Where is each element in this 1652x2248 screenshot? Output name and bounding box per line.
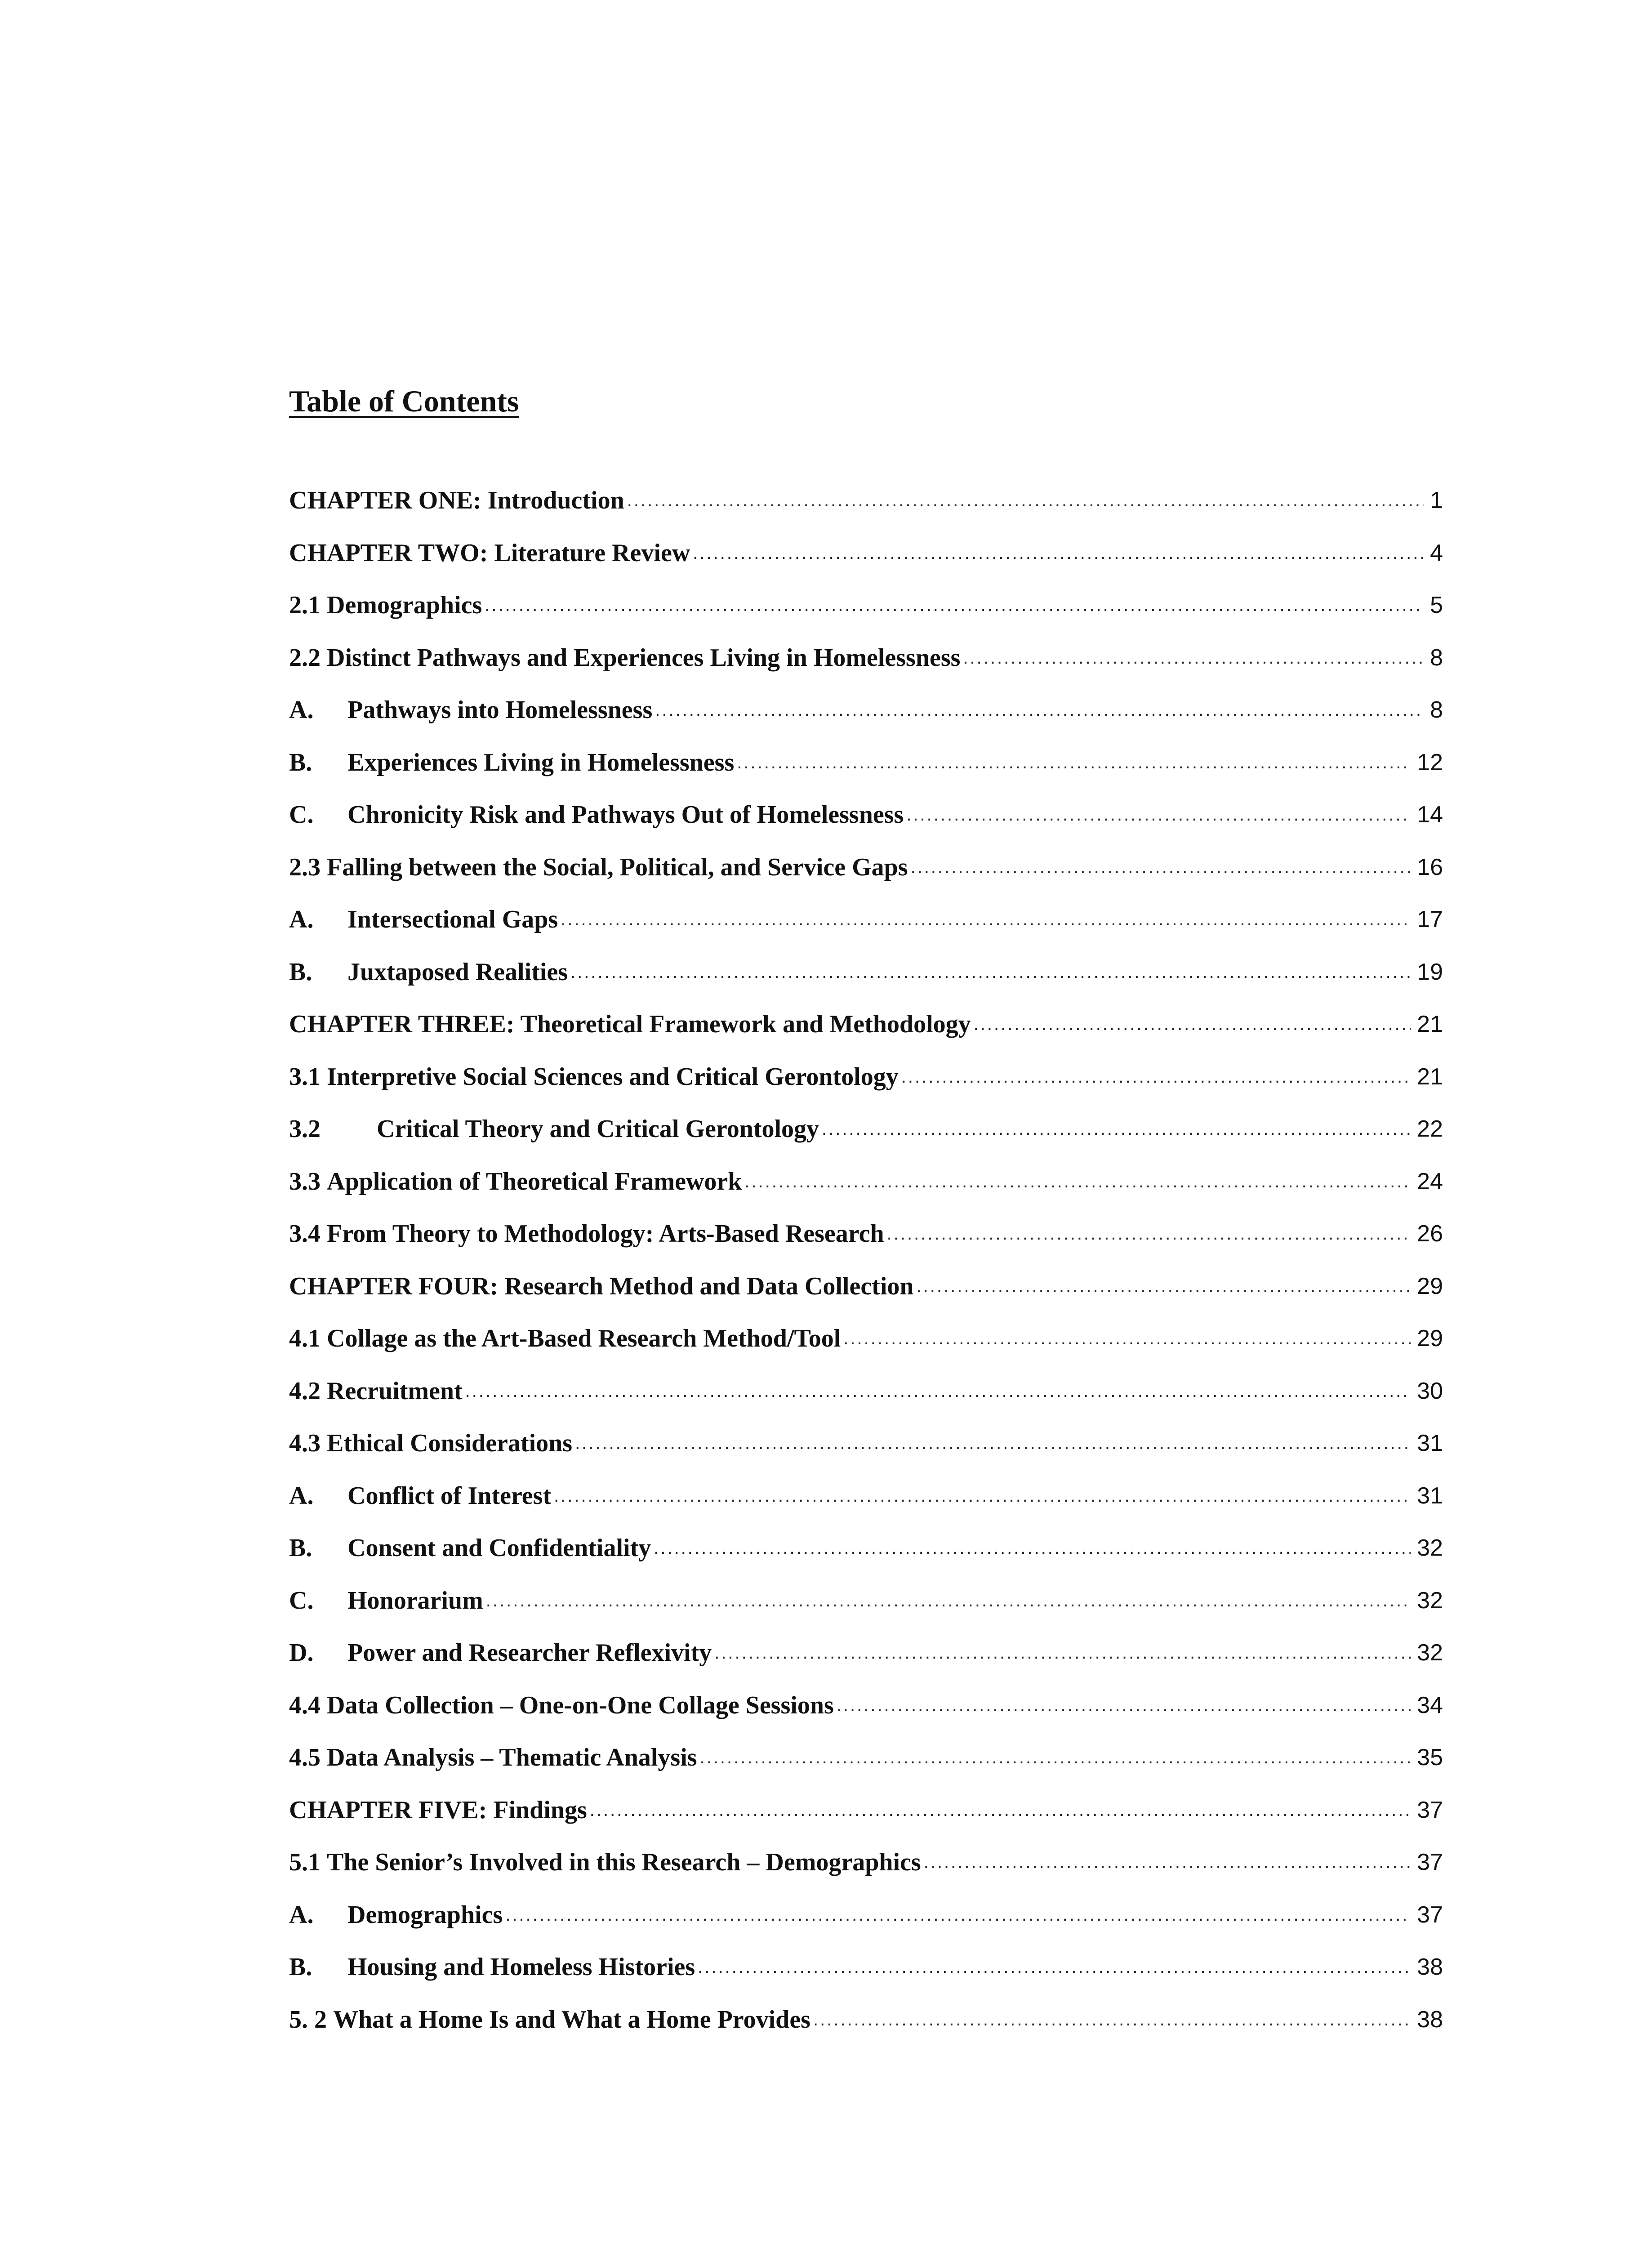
toc-entry-label	[289, 750, 734, 775]
dot-leader	[465, 1378, 1411, 1404]
toc-entry-page-number: 8	[1430, 644, 1443, 671]
toc-entry[interactable]	[289, 1693, 1443, 1745]
toc-entry-page-number: 30	[1417, 1378, 1443, 1404]
toc-entry-title: Juxtaposed Realities	[347, 958, 568, 986]
toc-entry-title: Data Analysis – Thematic Analysis	[327, 1744, 697, 1771]
toc-entry-title: Housing and Homeless Histories	[347, 1953, 695, 1981]
toc-entry-title: Conflict of Interest	[347, 1481, 552, 1510]
toc-entry-label	[289, 1431, 572, 1456]
toc-entry-page-number: 32	[1417, 1640, 1443, 1666]
toc-entry-title: What a Home Is and What a Home Provides	[333, 2005, 810, 2034]
toc-entry[interactable]	[289, 1064, 1443, 1117]
toc-entry-title: Ethical Considerations	[327, 1429, 573, 1457]
toc-entry-label	[289, 1064, 899, 1089]
toc-entry[interactable]	[289, 1012, 1443, 1064]
dot-leader	[561, 907, 1411, 932]
toc-entry-page-number: 4	[1430, 540, 1443, 566]
dot-leader	[924, 1850, 1411, 1875]
toc-entry-number: 2.3	[289, 853, 321, 881]
dot-leader	[837, 1693, 1411, 1718]
toc-entry-title: Chronicity Risk and Pathways Out of Homelessness	[347, 801, 904, 829]
toc-entry-label	[289, 1640, 712, 1665]
toc-entry-number: A.	[289, 696, 314, 724]
dot-leader	[655, 697, 1424, 723]
toc-entry[interactable]	[289, 488, 1443, 540]
toc-entry[interactable]	[289, 750, 1443, 803]
toc-entry[interactable]	[289, 697, 1443, 750]
toc-entry-page-number: 29	[1417, 1325, 1443, 1351]
dot-leader	[887, 1221, 1411, 1246]
toc-entry-page-number: 31	[1417, 1430, 1443, 1456]
toc-entry-title: Recruitment	[327, 1377, 463, 1405]
toc-entry-page-number: 19	[1417, 959, 1443, 985]
toc-entry[interactable]	[289, 1850, 1443, 1902]
toc-entry[interactable]	[289, 1116, 1443, 1169]
toc-entry[interactable]	[289, 540, 1443, 593]
dot-leader	[822, 1116, 1411, 1142]
toc-entry-number: 3.2	[289, 1115, 321, 1143]
toc-entry[interactable]	[289, 959, 1443, 1012]
dot-leader	[906, 802, 1411, 827]
toc-entry-number: A.	[289, 905, 314, 933]
toc-entry-label	[289, 1012, 971, 1037]
toc-entry-page-number: 34	[1417, 1692, 1443, 1718]
toc-entry-title: Experiences Living in Homelessness	[347, 748, 735, 776]
toc-entry[interactable]	[289, 1169, 1443, 1222]
dot-leader	[714, 1640, 1411, 1665]
toc-entry[interactable]	[289, 1378, 1443, 1431]
toc-entry-title: Demographics	[347, 1900, 503, 1929]
toc-entry-title: CHAPTER THREE: Theoretical Framework and Methodology	[289, 1010, 971, 1038]
dot-leader	[570, 959, 1411, 985]
toc-entry[interactable]	[289, 593, 1443, 645]
toc-entry[interactable]	[289, 1326, 1443, 1378]
toc-list	[289, 488, 1443, 2059]
toc-entry[interactable]	[289, 802, 1443, 855]
toc-entry-label	[289, 1483, 551, 1508]
dot-leader	[485, 593, 1424, 618]
toc-entry[interactable]	[289, 1535, 1443, 1588]
toc-entry-title: CHAPTER FIVE: Findings	[289, 1796, 587, 1824]
toc-entry-page-number: 37	[1417, 1901, 1443, 1928]
toc-entry-number: B.	[289, 958, 312, 986]
toc-entry-label	[289, 1798, 587, 1823]
dot-leader	[654, 1535, 1411, 1561]
toc-entry[interactable]	[289, 1954, 1443, 2007]
toc-entry-label	[289, 1326, 841, 1351]
toc-entry-page-number: 32	[1417, 1535, 1443, 1561]
toc-entry-title: Data Collection – One-on-One Collage Sessions	[327, 1691, 834, 1719]
toc-entry[interactable]	[289, 1640, 1443, 1693]
dot-leader	[575, 1431, 1411, 1456]
toc-entry[interactable]	[289, 1221, 1443, 1274]
toc-entry-page-number: 38	[1417, 1954, 1443, 1980]
toc-entry-label	[289, 1535, 651, 1561]
toc-entry-number: 3.4	[289, 1220, 321, 1248]
toc-entry-title: From Theory to Methodology: Arts-Based Research	[327, 1220, 884, 1248]
dot-leader	[486, 1588, 1411, 1613]
toc-entry-title: Application of Theoretical Framework	[327, 1167, 742, 1195]
toc-entry-label	[289, 645, 960, 670]
toc-entry-page-number: 37	[1417, 1797, 1443, 1823]
toc-entry-label	[289, 1378, 463, 1404]
toc-entry-page-number: 37	[1417, 1849, 1443, 1875]
dot-leader	[627, 488, 1424, 513]
toc-entry-page-number: 16	[1417, 854, 1443, 880]
toc-entry-title: Interpretive Social Sciences and Critical Gerontology	[327, 1062, 899, 1091]
toc-entry-title: The Senior’s Involved in this Research – Demographics	[327, 1848, 921, 1876]
toc-entry-page-number: 22	[1417, 1116, 1443, 1142]
dot-leader	[901, 1064, 1411, 1089]
toc-entry-number: C.	[289, 1586, 314, 1615]
toc-entry[interactable]	[289, 1274, 1443, 1326]
toc-entry[interactable]	[289, 1588, 1443, 1641]
toc-entry-page-number: 24	[1417, 1168, 1443, 1195]
toc-entry[interactable]	[289, 855, 1443, 907]
dot-leader	[693, 540, 1424, 566]
toc-entry[interactable]	[289, 1798, 1443, 1850]
toc-entry-page-number: 8	[1430, 697, 1443, 723]
toc-entry-page-number: 21	[1417, 1063, 1443, 1090]
dot-leader	[590, 1798, 1411, 1823]
page-title: Table of Contents	[289, 384, 519, 418]
toc-entry-number: A.	[289, 1900, 314, 1929]
toc-entry-label	[289, 1693, 834, 1718]
toc-entry-number: 4.4	[289, 1691, 321, 1719]
toc-entry-number: D.	[289, 1639, 314, 1667]
toc-entry-page-number: 29	[1417, 1273, 1443, 1299]
dot-leader	[698, 1954, 1411, 1980]
toc-entry-number: 5. 2	[289, 2005, 327, 2034]
toc-entry-page-number: 26	[1417, 1221, 1443, 1247]
toc-entry-label	[289, 488, 624, 513]
toc-entry-page-number: 12	[1417, 749, 1443, 776]
toc-entry-label	[289, 1850, 921, 1875]
toc-entry-label	[289, 855, 908, 880]
toc-entry[interactable]	[289, 907, 1443, 959]
toc-entry-label	[289, 2007, 810, 2032]
toc-entry-number: 2.1	[289, 591, 321, 619]
toc-entry-label	[289, 593, 482, 618]
toc-entry-number: A.	[289, 1481, 314, 1510]
toc-entry-page-number: 1	[1430, 487, 1443, 513]
toc-entry-number: B.	[289, 748, 312, 776]
toc-entry[interactable]	[289, 1431, 1443, 1483]
toc-entry-title: Honorarium	[347, 1586, 483, 1615]
toc-entry-title: Demographics	[327, 591, 482, 619]
toc-entry[interactable]	[289, 1745, 1443, 1798]
toc-entry-title: CHAPTER ONE: Introduction	[289, 486, 624, 514]
toc-entry-page-number: 5	[1430, 592, 1443, 618]
toc-entry-page-number: 35	[1417, 1744, 1443, 1771]
toc-entry-title: Critical Theory and Critical Gerontology	[377, 1115, 819, 1143]
toc-entry-title: Consent and Confidentiality	[347, 1534, 651, 1562]
dot-leader	[744, 1169, 1411, 1194]
toc-entry-number: 4.2	[289, 1377, 321, 1405]
toc-entry[interactable]	[289, 1483, 1443, 1536]
dot-leader	[737, 750, 1411, 775]
toc-entry-label	[289, 907, 558, 932]
toc-entry-label	[289, 1954, 695, 1980]
dot-leader	[813, 2007, 1411, 2032]
toc-entry-page-number: 21	[1417, 1011, 1443, 1037]
dot-leader	[911, 855, 1411, 880]
toc-entry-number: 5.1	[289, 1848, 321, 1876]
toc-entry-label	[289, 1902, 503, 1927]
toc-entry-label	[289, 1116, 819, 1142]
toc-entry-page-number: 17	[1417, 906, 1443, 932]
toc-entry-title: Distinct Pathways and Experiences Living in Homelessness	[327, 643, 961, 672]
toc-entry-label	[289, 697, 652, 723]
toc-entry-number: 3.3	[289, 1167, 321, 1195]
toc-entry-number: 4.5	[289, 1744, 321, 1771]
toc-entry-label	[289, 1745, 697, 1770]
toc-entry-title: Collage as the Art-Based Research Method/Tool	[327, 1325, 841, 1352]
dot-leader	[554, 1483, 1411, 1508]
dot-leader	[700, 1745, 1411, 1770]
toc-entry-label	[289, 802, 904, 827]
toc-entry[interactable]	[289, 1902, 1443, 1955]
toc-entry-label	[289, 1274, 914, 1299]
toc-entry-label	[289, 1169, 742, 1194]
toc-entry-title: Power and Researcher Reflexivity	[347, 1639, 712, 1667]
dot-leader	[917, 1274, 1411, 1299]
toc-entry-title: Intersectional Gaps	[347, 905, 558, 933]
toc-entry-label	[289, 1221, 884, 1246]
toc-entry[interactable]	[289, 2007, 1443, 2060]
toc-entry-label	[289, 959, 568, 985]
toc-entry-number: 2.2	[289, 643, 321, 672]
dot-leader	[505, 1902, 1411, 1927]
toc-entry-number: C.	[289, 801, 314, 829]
toc-entry-page-number: 32	[1417, 1587, 1443, 1614]
toc-entry-page-number: 38	[1417, 2006, 1443, 2033]
toc-entry-title: Falling between the Social, Political, and Service Gaps	[327, 853, 908, 881]
toc-entry-label	[289, 540, 690, 566]
toc-entry[interactable]	[289, 645, 1443, 698]
dot-leader	[963, 645, 1424, 670]
toc-entry-title: CHAPTER TWO: Literature Review	[289, 539, 690, 567]
toc-entry-page-number: 31	[1417, 1482, 1443, 1509]
dot-leader	[974, 1012, 1411, 1037]
toc-entry-title: Pathways into Homelessness	[347, 696, 653, 724]
toc-entry-label	[289, 1588, 483, 1613]
toc-entry-number: B.	[289, 1953, 312, 1981]
toc-entry-title: CHAPTER FOUR: Research Method and Data Collection	[289, 1272, 914, 1300]
toc-entry-page-number: 14	[1417, 802, 1443, 828]
dot-leader	[843, 1326, 1411, 1351]
toc-entry-number: B.	[289, 1534, 312, 1562]
toc-entry-number: 4.1	[289, 1325, 321, 1352]
toc-entry-number: 3.1	[289, 1062, 321, 1091]
toc-entry-number: 4.3	[289, 1429, 321, 1457]
